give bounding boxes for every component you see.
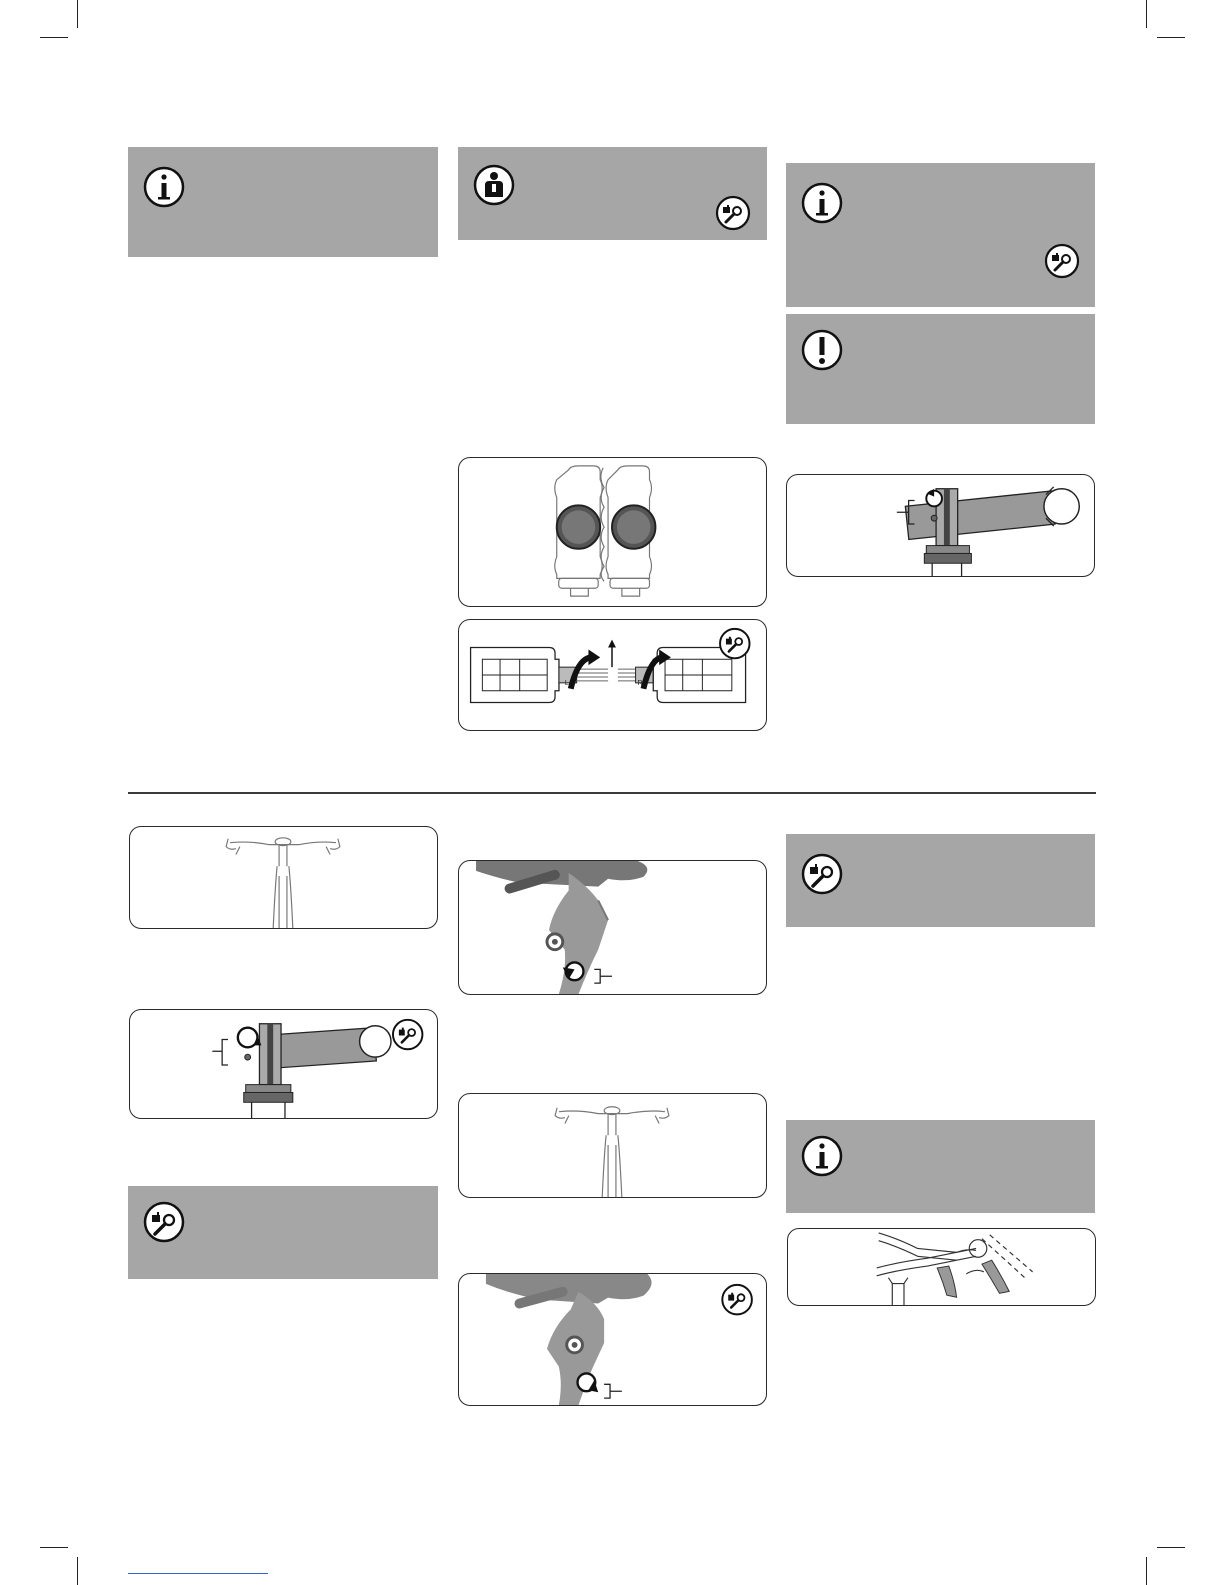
crop-mark-bottom-left-h	[40, 1547, 68, 1548]
figure-stem-bolts-2	[129, 1009, 438, 1119]
workshop-box-1	[128, 1186, 438, 1279]
figure-grips	[458, 457, 767, 607]
info-box-2	[786, 163, 1095, 307]
figure-lever-angle	[787, 1228, 1096, 1306]
figure-handlebar-front-1	[129, 826, 438, 929]
figure-handlebar-front-2	[458, 1093, 767, 1198]
grip-label-left: L	[564, 679, 569, 687]
crop-mark-top-left-h	[40, 37, 68, 38]
workshop-tool-icon	[1044, 243, 1080, 279]
workshop-tool-icon	[142, 1200, 186, 1244]
info-box-1	[128, 147, 438, 257]
info-box-3	[786, 1120, 1095, 1213]
mechanic-box	[458, 147, 767, 240]
mechanic-icon	[472, 163, 516, 207]
info-icon	[142, 165, 186, 209]
workshop-tool-icon	[800, 852, 844, 896]
figure-stem-bolts-1	[786, 474, 1095, 577]
warning-icon	[800, 328, 844, 372]
footer-link-line	[128, 1573, 268, 1574]
info-icon	[800, 1134, 844, 1178]
crop-mark-top-left-v	[77, 0, 78, 28]
figure-lever-side-1	[458, 860, 767, 995]
crop-mark-bottom-right-h	[1157, 1547, 1185, 1548]
workshop-tool-icon	[715, 195, 751, 231]
info-icon	[800, 181, 844, 225]
crop-mark-top-right-v	[1146, 0, 1147, 28]
warning-box	[786, 314, 1095, 424]
grip-label-right: R	[637, 679, 643, 687]
figure-grip-installation	[458, 619, 767, 731]
section-divider	[128, 792, 1096, 794]
workshop-box-2	[786, 834, 1095, 927]
figure-lever-side-2	[458, 1273, 767, 1406]
crop-mark-top-right-h	[1157, 37, 1185, 38]
crop-mark-bottom-left-v	[77, 1557, 78, 1585]
crop-mark-bottom-right-v	[1146, 1557, 1147, 1585]
